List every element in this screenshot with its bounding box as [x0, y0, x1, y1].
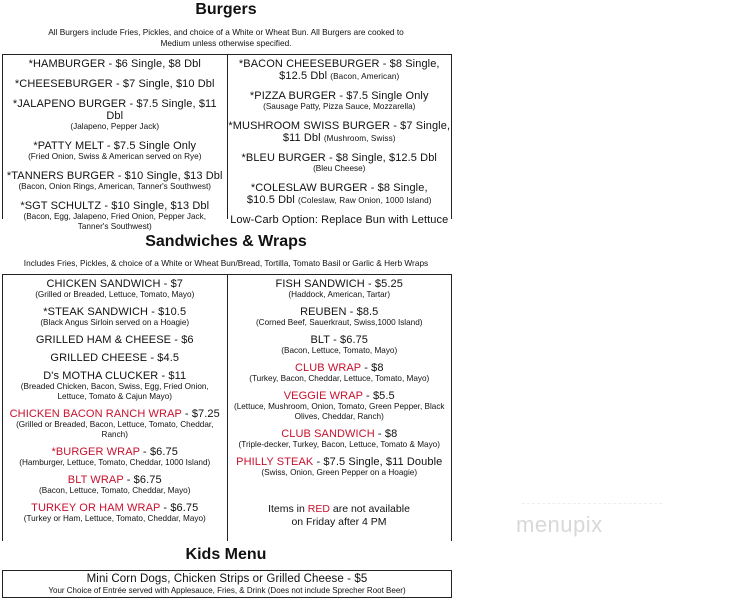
item-name-price: - $6.75 [160, 502, 199, 514]
item-name-price: *HAMBURGER - $6 Single, $8 Dbl [28, 58, 201, 70]
item-title [250, 306, 429, 318]
item-name-price: - $5.5 [362, 390, 395, 402]
item-name-price: - $7.25 [181, 408, 220, 420]
item-title [242, 152, 437, 164]
item-name-price: CHICKEN SANDWICH - $7 [46, 278, 184, 290]
menu-item [243, 362, 435, 384]
item-title-line2 [228, 132, 450, 144]
item-title [276, 278, 403, 290]
sandwiches-subtitle: Includes Fries, Pickles, & choice of a White or Wheat Bun/Bread, Tortilla, Tomato Basil or Garlic & Herb Wraps [23, 258, 429, 268]
burgers-right-column [228, 55, 452, 226]
item-name-price: *PIZZA BURGER - $7.5 Single Only [249, 90, 429, 102]
notice-red: RED [307, 503, 330, 515]
menu-item [15, 78, 215, 90]
item-title [34, 306, 195, 318]
menu-item [250, 90, 429, 112]
item-name-red: BLT WRAP [67, 474, 124, 486]
item-title [3, 370, 227, 382]
burgers-title: Burgers [195, 1, 257, 18]
item-description: (Haddock, American, Tartar) [288, 290, 391, 299]
item-description: (Bacon, Lettuce, Tomato, Mayo) [281, 346, 398, 355]
menu-item [3, 98, 227, 132]
item-title [22, 140, 207, 152]
item-name-price: BLT - $6.75 [310, 334, 369, 346]
menu-item [33, 474, 196, 496]
item-name-price: D's MOTHA CLUCKER - $11 [43, 370, 187, 382]
sandwiches-left-column [3, 275, 228, 541]
item-title-line2 [239, 70, 440, 82]
notice-line2: on Friday after 4 PM [291, 516, 387, 528]
menu-item [3, 200, 227, 232]
sandwiches-box [2, 274, 452, 541]
item-name-price: *COLESLAW BURGER - $8 Single, [250, 182, 428, 194]
menu-item [34, 306, 195, 328]
item-name-red: PHILLY STEAK [236, 456, 314, 468]
item-name-price: *SGT SCHULTZ - $10 Single, $13 Dbl [20, 200, 210, 212]
item-title [36, 334, 194, 346]
item-name-price: GRILLED HAM & CHEESE - $6 [35, 334, 194, 346]
item-title [3, 408, 227, 420]
item-description: (Turkey or Ham, Lettuce, Tomato, Cheddar, Mayo) [23, 514, 206, 523]
menu-item [36, 334, 194, 346]
item-name-price: *CHEESEBURGER - $7 Single, $10 Dbl [14, 78, 215, 90]
item-note: (Bacon, American) [330, 72, 400, 81]
item-title [3, 98, 227, 122]
menu-item [275, 334, 403, 356]
item-description: (Bleu Cheese) [313, 164, 366, 173]
item-description: (Grilled or Breaded, Lettuce, Tomato, Mayo) [35, 290, 195, 299]
sandwiches-title: Sandwiches & Wraps [145, 233, 307, 250]
menu-item [247, 182, 432, 206]
item-description: (Fried Onion, Swiss & American served on Rye) [28, 152, 202, 161]
menupix-watermark: menupix [516, 512, 603, 537]
burgers-left-column [3, 55, 228, 231]
item-price-dbl: $10.5 Dbl [246, 194, 295, 206]
item-description: (Bacon, Lettuce, Tomato, Cheddar, Mayo) [39, 486, 191, 495]
menu-item [7, 170, 223, 192]
item-title [29, 58, 201, 70]
menu-item [233, 428, 446, 450]
item-title [50, 352, 179, 364]
menu-item [50, 352, 179, 364]
item-price-dbl: $11 Dbl [282, 132, 321, 144]
item-title [236, 456, 442, 468]
menu-item [13, 446, 216, 468]
item-description: (Bacon, Egg, Jalapeno, Fried Onion, Pepper Jack, Tanner's Southwest) [23, 212, 206, 231]
item-title [13, 446, 216, 458]
menu-item [242, 152, 437, 174]
item-name-red: *BURGER WRAP [51, 446, 140, 458]
item-name-price: *TANNERS BURGER - $10 Single, $13 Dbl [6, 170, 223, 182]
menu-item [236, 456, 442, 478]
item-title [228, 390, 452, 402]
item-name-red: TURKEY OR HAM WRAP [31, 502, 161, 514]
item-name-price: *MUSHROOM SWISS BURGER - $7 Single, [228, 120, 451, 132]
item-description: (Black Angus Sirloin served on a Hoagie) [40, 318, 190, 327]
item-title [275, 334, 403, 346]
menu-item [29, 58, 201, 70]
item-description: (Lettuce, Mushroom, Onion, Tomato, Green Pepper, Black Olives, Cheddar, Ranch) [233, 402, 445, 421]
item-name-red: CLUB WRAP [294, 362, 362, 374]
item-title [33, 474, 196, 486]
item-name-price: - $7.5 Single, $11 Double [313, 456, 443, 468]
item-title [250, 90, 429, 102]
item-description: (Swiss, Onion, Green Pepper on a Hoagie) [261, 468, 418, 477]
item-description: (Bacon, Onion Rings, American, Tanner's Southwest) [18, 182, 212, 191]
item-name-price: *BACON CHEESEBURGER - $8 Single, [238, 58, 440, 70]
item-name-price: REUBEN - $8.5 [300, 306, 379, 318]
item-title [3, 200, 227, 212]
item-name-red: CHICKEN BACON RANCH WRAP [9, 408, 182, 420]
kids-box [2, 570, 452, 598]
item-name-red: VEGGIE WRAP [283, 390, 363, 402]
item-title [233, 428, 446, 440]
item-title [228, 120, 450, 132]
notice-after: are not available [329, 503, 410, 515]
item-name-price: - $8 [361, 362, 384, 374]
item-title [29, 278, 200, 290]
item-price-dbl: $12.5 Dbl [279, 70, 328, 82]
item-description: (Breaded Chicken, Bacon, Swiss, Egg, Fried Onion, Lettuce, Tomato & Cajun Mayo) [20, 382, 209, 401]
menu-item [3, 370, 227, 402]
kids-item: Mini Corn Dogs, Chicken Strips or Grilled Cheese - $5 [86, 573, 368, 585]
item-name-price: *JALAPENO BURGER - $7.5 Single, $11 Dbl [12, 98, 217, 122]
item-name-price: *STEAK SANDWICH - $10.5 [43, 306, 187, 318]
burgers-box [2, 54, 452, 231]
item-name-price: FISH SANDWICH - $5.25 [275, 278, 403, 290]
menu-item [230, 214, 448, 226]
item-title [243, 362, 435, 374]
item-description: (Triple-decker, Turkey, Bacon, Lettuce, Tomato & Mayo) [238, 440, 440, 449]
menu-item [22, 140, 207, 162]
item-name-price: GRILLED CHEESE - $4.5 [50, 352, 180, 364]
item-note: (Mushroom, Swiss) [323, 134, 396, 143]
item-description: (Jalapeno, Pepper Jack) [70, 122, 160, 131]
menu-item [276, 278, 403, 300]
item-name-price: Low-Carb Option: Replace Bun with Lettuce [230, 214, 449, 226]
item-title [18, 502, 212, 514]
item-name-red: CLUB SANDWICH [281, 428, 375, 440]
item-description: (Hamburger, Lettuce, Tomato, Cheddar, 1000 Island) [19, 458, 211, 467]
watermark-line [522, 503, 662, 504]
menu-item [18, 502, 212, 524]
item-name-price: *BLEU BURGER - $8 Single, $12.5 Dbl [241, 152, 437, 164]
kids-desc: Your Choice of Entrée served with Applesauce, Fries, & Drink (Does not include Sprecher Root Beer) [48, 586, 406, 595]
menu-item [250, 306, 429, 328]
item-title-line2 [247, 194, 432, 206]
menu-item [228, 390, 452, 422]
item-description: (Grilled or Breaded, Bacon, Lettuce, Tomato, Cheddar, Ranch) [16, 420, 214, 439]
red-items-notice [228, 503, 450, 529]
item-title [15, 78, 215, 90]
menu-item [29, 278, 200, 300]
item-description: (Corned Beef, Sauerkraut, Swiss,1000 Island) [255, 318, 423, 327]
item-name-price: *PATTY MELT - $7.5 Single Only [33, 140, 197, 152]
kids-title: Kids Menu [185, 546, 267, 563]
item-description: (Sausage Patty, Pizza Sauce, Mozzarella) [263, 102, 416, 111]
item-description: (Turkey, Bacon, Cheddar, Lettuce, Tomato, Mayo) [249, 374, 430, 383]
item-title [247, 182, 432, 194]
item-name-price: - $8 [374, 428, 398, 440]
item-note: (Coleslaw, Raw Onion, 1000 Island) [298, 196, 432, 205]
item-title [7, 170, 223, 182]
menu-item [239, 58, 440, 82]
burgers-subtitle: All Burgers include Fries, Pickles, and choice of a White or Wheat Bun. All Burgers are cooked to Medium unless otherwise specified. [48, 27, 404, 48]
menu-item [228, 120, 450, 144]
notice-before: Items in [268, 503, 308, 515]
sandwiches-right-column [228, 275, 452, 541]
item-title [239, 58, 440, 70]
item-title [230, 214, 448, 226]
item-name-price: - $6.75 [123, 474, 162, 486]
item-name-price: - $6.75 [139, 446, 178, 458]
menu-item [3, 408, 227, 440]
